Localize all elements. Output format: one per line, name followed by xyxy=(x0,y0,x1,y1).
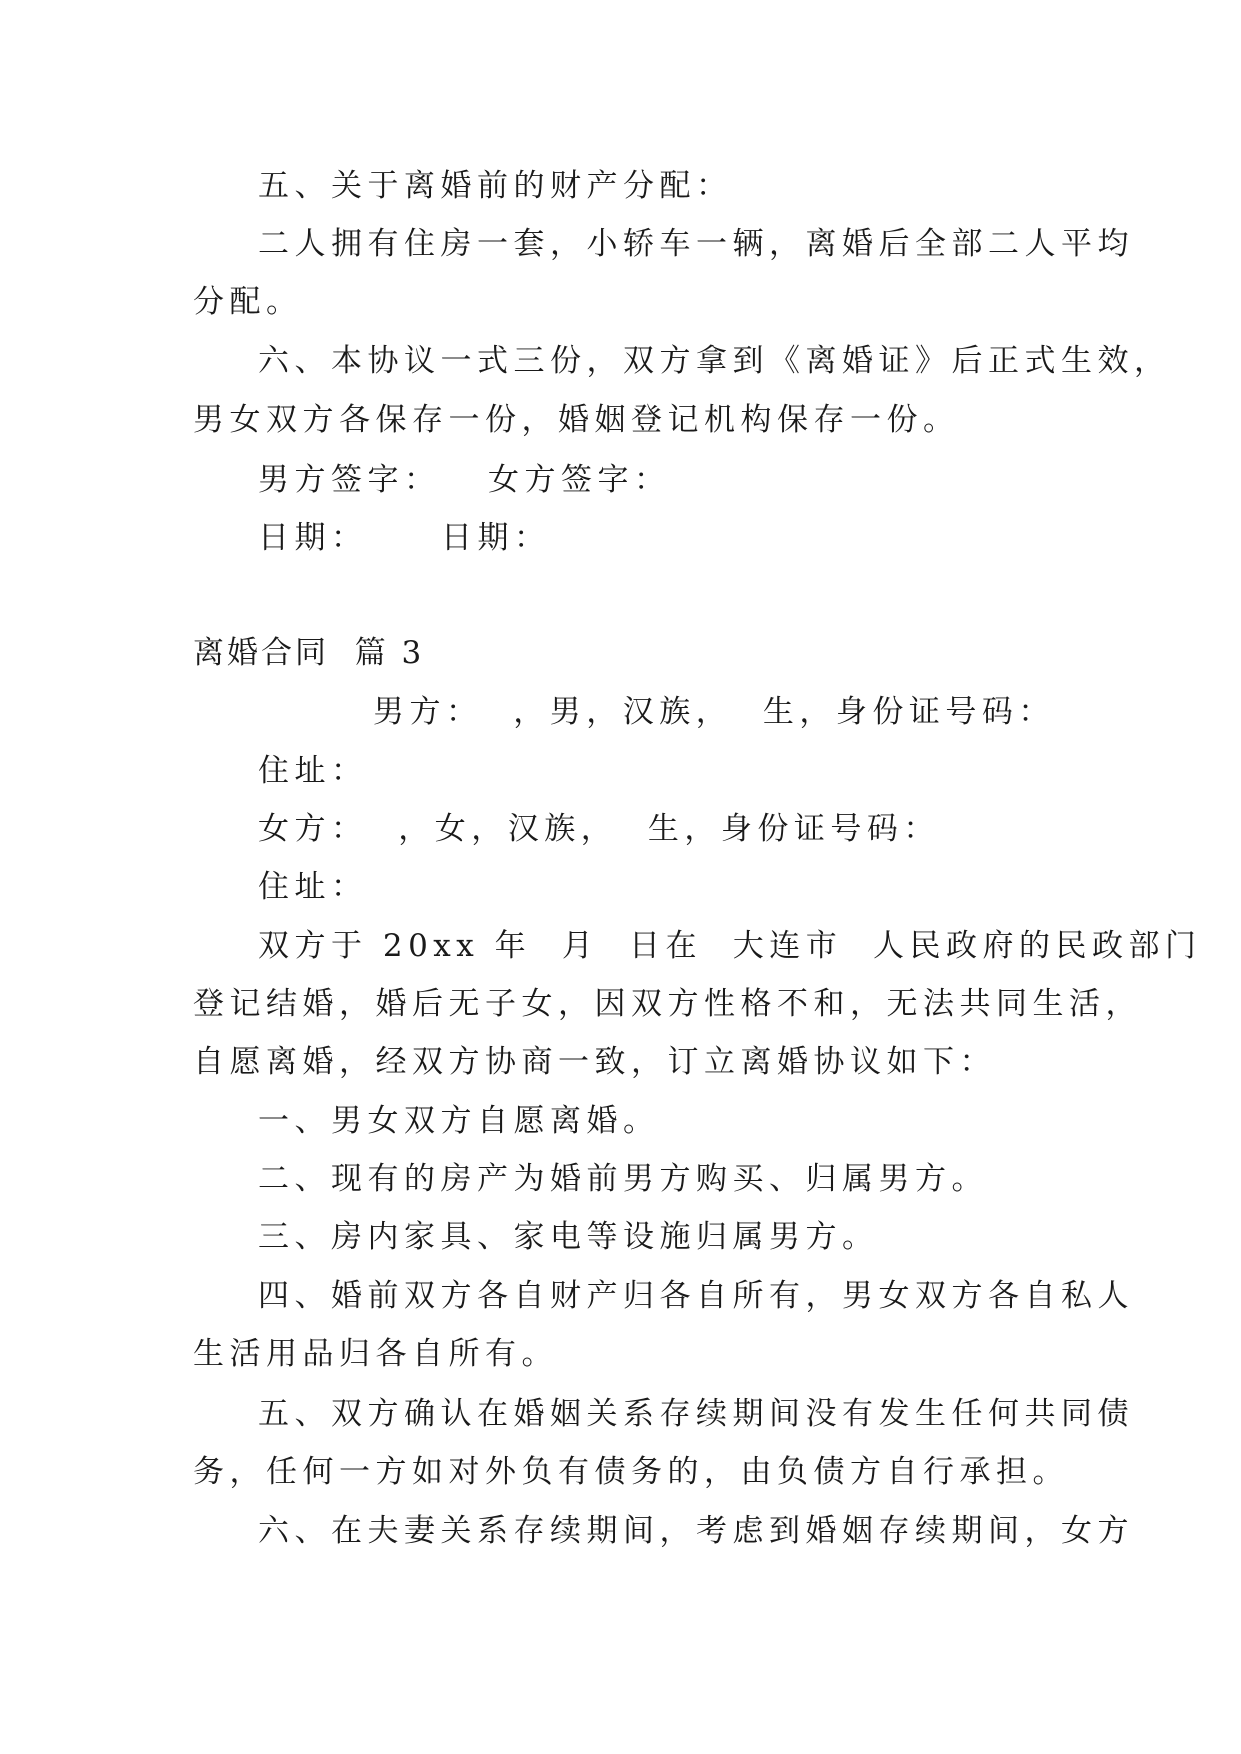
clause-5-line2: 务，任何一方如对外负有债务的，由负债方自行承担。 xyxy=(193,1454,1069,1490)
clause-5-line1: 五、双方确认在婚姻关系存续期间没有发生任何共同债 xyxy=(258,1396,1134,1432)
section5-property-heading: 五、关于离婚前的财产分配： xyxy=(258,168,733,204)
marriage-info-line2: 登记结婚，婚后无子女，因双方性格不和，无法共同生活， xyxy=(193,986,1142,1022)
male-address: 住址： xyxy=(258,753,368,789)
section6-copies-line1: 六、本协议一式三份，双方拿到《离婚证》后正式生效， xyxy=(258,343,1171,379)
male-party-info: 男方： ，男，汉族， 生，身份证号码： xyxy=(373,694,1055,730)
section6-copies-line2: 男女双方各保存一份，婚姻登记机构保存一份。 xyxy=(193,402,960,438)
clause-4-line1: 四、婚前双方各自财产归各自所有，男女双方各自私人 xyxy=(258,1278,1134,1314)
marriage-info-line3: 自愿离婚，经双方协商一致，订立离婚协议如下： xyxy=(193,1044,996,1080)
section5-property-body-line2: 分配。 xyxy=(193,284,303,320)
female-party-info: 女方： ，女，汉族， 生，身份证号码： xyxy=(258,811,940,847)
female-address: 住址： xyxy=(258,869,368,905)
signature-male: 男方签字： xyxy=(258,462,441,498)
clause-3: 三、房内家具、家电等设施归属男方。 xyxy=(258,1219,879,1255)
signature-female: 女方签字： xyxy=(488,462,671,498)
marriage-info-line1: 双方于 20xx 年 月 日在 大连市 人民政府的民政部门 xyxy=(258,928,1202,964)
clause-2: 二、现有的房产为婚前男方购买、归属男方。 xyxy=(258,1161,988,1197)
section5-property-body-line1: 二人拥有住房一套，小轿车一辆，离婚后全部二人平均 xyxy=(258,226,1134,262)
date-male: 日期： xyxy=(258,520,368,556)
clause-1: 一、男女双方自愿离婚。 xyxy=(258,1103,660,1139)
date-female: 日期： xyxy=(441,520,551,556)
clause-4-line2: 生活用品归各自所有。 xyxy=(193,1336,558,1372)
clause-6-line1: 六、在夫妻关系存续期间，考虑到婚姻存续期间，女方 xyxy=(258,1513,1134,1549)
contract-title: 离婚合同 篇 3 xyxy=(193,635,425,671)
